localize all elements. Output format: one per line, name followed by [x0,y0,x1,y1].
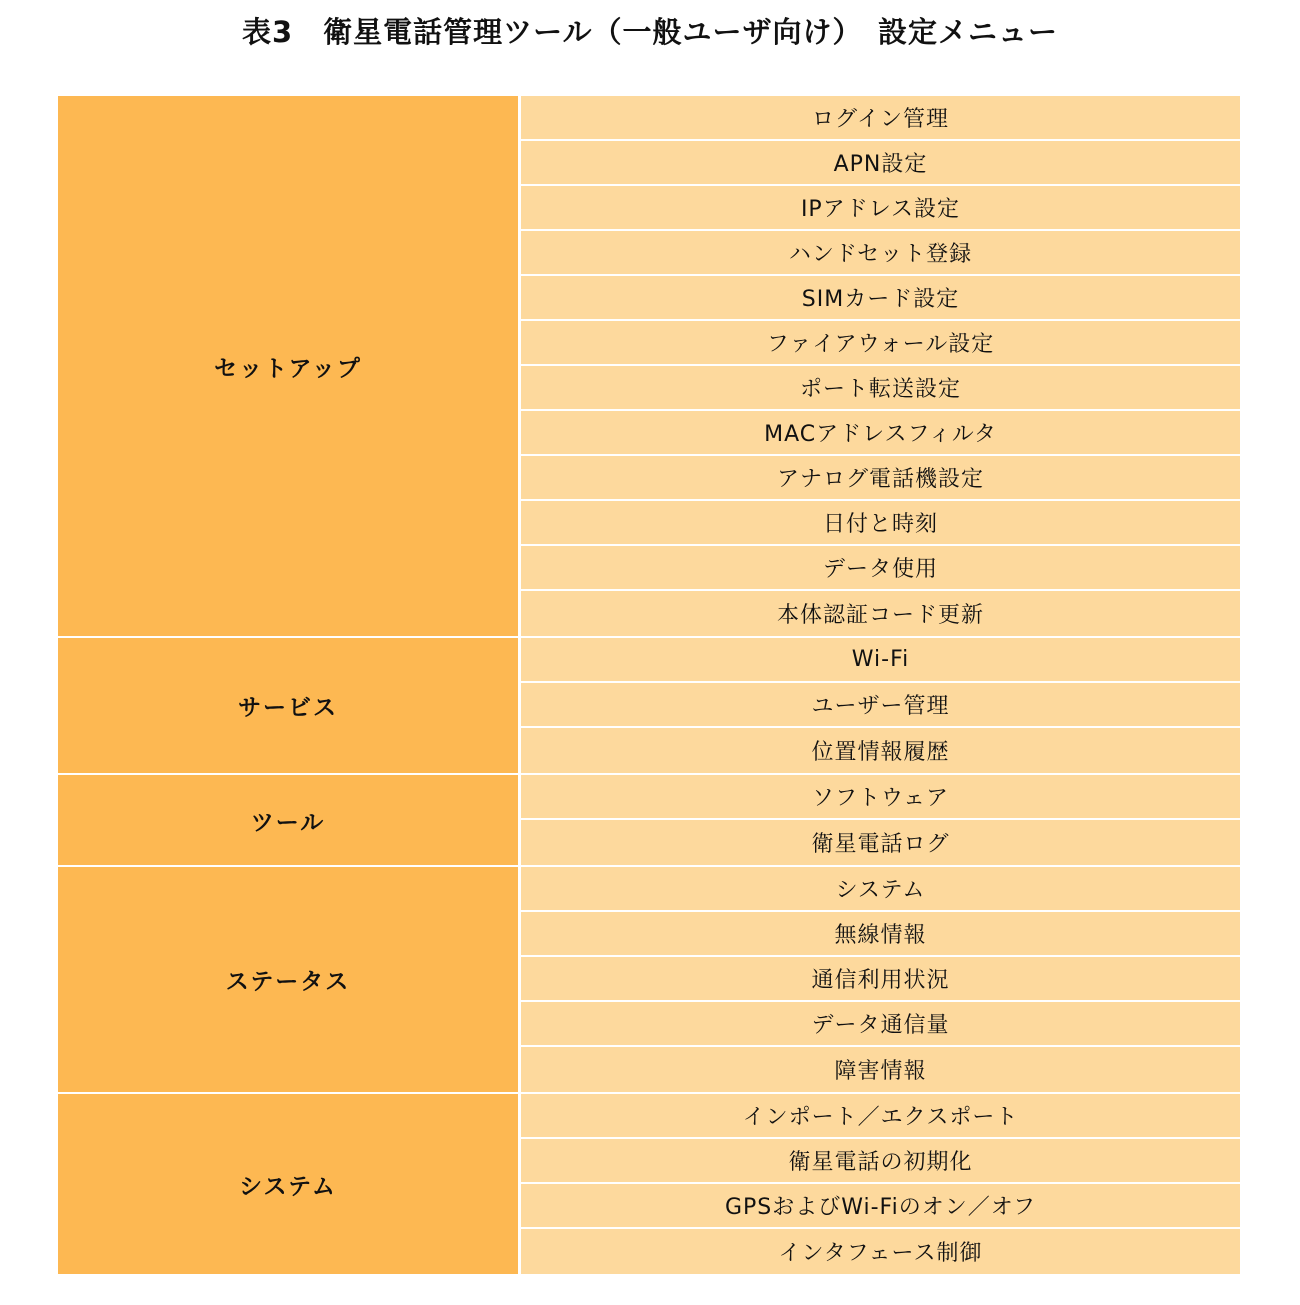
menu-item: 位置情報履歴 [521,728,1240,773]
menu-item: ソフトウェア [521,775,1240,820]
menu-item: APN設定 [521,141,1240,186]
menu-item-list [521,96,1240,636]
category-cell: ステータス [58,867,521,1092]
category-cell: ツール [58,775,521,865]
settings-menu-table [58,96,1240,1274]
menu-item: ファイアウォール設定 [521,321,1240,366]
menu-item: SIMカード設定 [521,276,1240,321]
group-setup [58,96,1240,638]
menu-item: 衛星電話ログ [521,820,1240,865]
menu-item: インタフェース制御 [521,1229,1240,1274]
table-title: 表3 衛星電話管理ツール（一般ユーザ向け） 設定メニュー [241,15,1059,49]
menu-item: ポート転送設定 [521,366,1240,411]
group-service [58,638,1240,775]
menu-item-list [521,867,1240,1092]
group-system [58,1094,1240,1274]
group-tools [58,775,1240,867]
menu-item: ハンドセット登録 [521,231,1240,276]
menu-item: MACアドレスフィルタ [521,411,1240,456]
menu-item: 通信利用状況 [521,957,1240,1002]
category-cell: サービス [58,638,521,773]
group-status [58,867,1240,1094]
menu-item-list [521,638,1240,773]
menu-item: IPアドレス設定 [521,186,1240,231]
menu-item: データ使用 [521,546,1240,591]
category-cell: セットアップ [58,96,521,636]
menu-item: ログイン管理 [521,96,1240,141]
menu-item: アナログ電話機設定 [521,456,1240,501]
menu-item: GPSおよびWi-Fiのオン／オフ [521,1184,1240,1229]
menu-item: 衛星電話の初期化 [521,1139,1240,1184]
menu-item: 障害情報 [521,1047,1240,1092]
menu-item: 日付と時刻 [521,501,1240,546]
menu-item: 本体認証コード更新 [521,591,1240,636]
menu-item: Wi-Fi [521,638,1240,683]
menu-item: システム [521,867,1240,912]
menu-item: インポート／エクスポート [521,1094,1240,1139]
menu-item: ユーザー管理 [521,683,1240,728]
menu-item-list [521,775,1240,865]
menu-item: 無線情報 [521,912,1240,957]
category-cell: システム [58,1094,521,1274]
menu-item-list [521,1094,1240,1274]
menu-item: データ通信量 [521,1002,1240,1047]
